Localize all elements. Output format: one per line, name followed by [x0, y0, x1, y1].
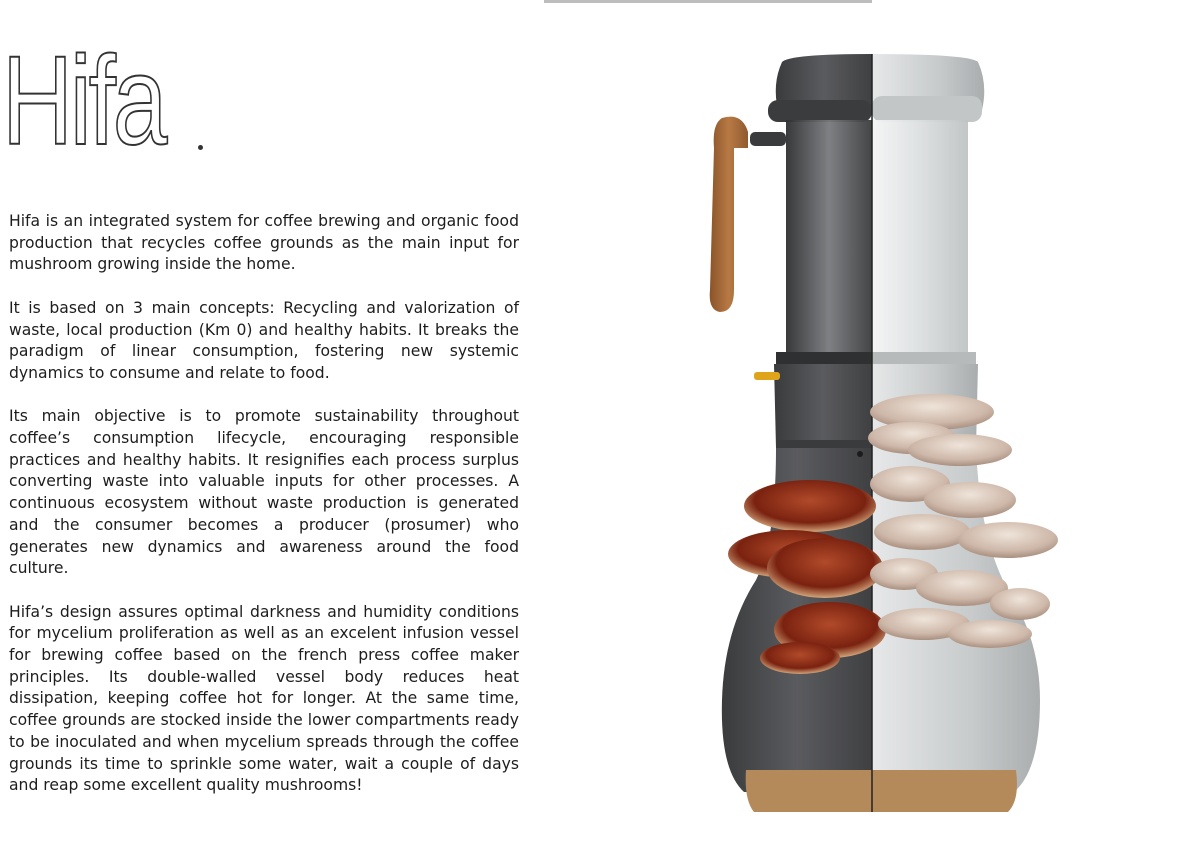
- description-column: [9, 211, 519, 819]
- title-period-dot: [198, 145, 203, 150]
- sensor-dot: [857, 451, 863, 457]
- page-title: [2, 30, 165, 171]
- wooden-handle: [710, 117, 786, 312]
- paragraph-concepts: It is based on 3 main concepts: Recycling and valorization of waste, local production (Km 0) and healthy habits. It breaks the paradigm of linear consumption, fostering new systemic dynamics to consume and relate to food.: [9, 298, 519, 382]
- product-render-hifa-coffee-maker: [690, 40, 1080, 830]
- paragraph-intro: Hifa is an integrated system for coffee brewing and organic food production that recycles coffee grounds as the main input for mushroom growing inside the home.: [9, 212, 519, 274]
- paragraph-design: Hifa’s design assures optimal darkness and humidity conditions for mycelium proliferation as well as an excelent infusion vessel for brewing coffee based on the french press coffee maker principles. Its double-walled vessel body reduces heat dissipation, keeping coffee hot for longer. At the same time, coffee grounds are stocked inside the lower compartments ready to be inoculated and when mycelium spreads through the coffee grounds its time to sprinkle some water, wait a couple of days and reap some excellent quality mushrooms!: [9, 602, 519, 795]
- paragraph-objective: Its main objective is to promote sustainability throughout coffee’s consumption lifecycle, encouraging responsible practices and healthy habits. It resignifies each process surplus converting waste into valuable inputs for other processes. A continuous ecosystem without waste production is generated and the consumer becomes a producer (prosumer) who generates new dynamics and awareness around the food culture.: [9, 407, 519, 578]
- top-divider-bar: [544, 0, 872, 3]
- page-title-text: Hifa: [2, 30, 165, 171]
- dark-half: [722, 54, 872, 812]
- yellow-latch: [754, 372, 780, 380]
